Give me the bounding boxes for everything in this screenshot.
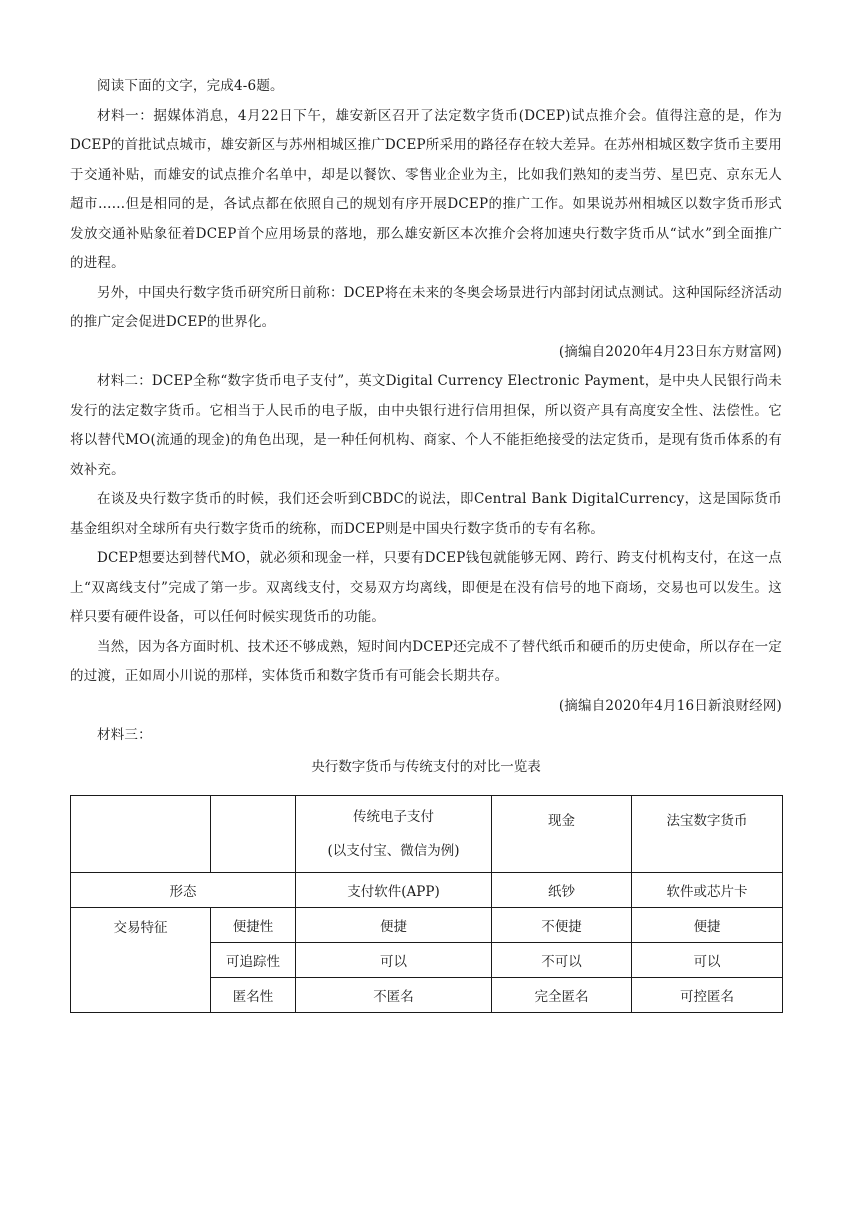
table-cell: 不可以 bbox=[492, 943, 632, 978]
comparison-table bbox=[70, 795, 783, 1013]
material2-paragraph-2: 在谈及央行数字货币的时候，我们还会听到CBDC的说法，即Central Bank DigitalCurrency，这是国际货币基金组织对全球所有央行数字货币的统称，而DCEP则是中国央行数字货币的专有名称。 bbox=[70, 491, 782, 537]
material2-paragraph-3: DCEP想要达到替代MO，就必须和现金一样，只要有DCEP钱包就能够无网、跨行、跨支付机构支付，在这一点上“双离线支付”完成了第一步。双离线支付，交易双方均离线，即便是在没有信号的地下商场，交易也可以发生。这样只要有硬件设备，可以任何时候实现货币的功能。 bbox=[70, 550, 782, 625]
header-traditional-payment bbox=[296, 796, 492, 873]
header-traditional-line2: (以支付宝、微信为例) bbox=[327, 843, 460, 859]
table-cell: 纸钞 bbox=[492, 873, 632, 908]
header-cash: 现金 bbox=[492, 796, 632, 873]
table-row-form bbox=[71, 873, 783, 908]
material2-paragraph-1: 材料二：DCEP全称“数字货币电子支付”，英文Digital Currency Electronic Payment，是中央人民银行尚未发行的法定数字货币。它相当于人民币的电子版，由中央银行进行信用担保，所以资产具有高度安全性、法偿性。它将以替代MO(流通的现金)的角色出现，是一种任何机构、商家、个人不能拒绝接受的法定货币，是现有货币体系的有效补充。 bbox=[70, 373, 782, 478]
table-cell: 可控匿名 bbox=[632, 978, 783, 1013]
material1-paragraph-1: 材料一：据媒体消息，4月22日下午，雄安新区召开了法定数字货币(DCEP)试点推介会。值得注意的是，作为DCEP的首批试点城市，雄安新区与苏州相城区推广DCEP所采用的路径存在较大差异。在苏州相城区数字货币主要用于交通补贴，而雄安的试点推介名单中，却是以餐饮、零售业企业为主，比如我们熟知的麦当劳、星巴克、京东无人超市……但是相同的是，各试点都在依照自己的规划有序开展DCEP的推广工作。如果说苏州相城区以数字货币形式发放交通补贴象征着DCEP首个应用场景的落地，那么雄安新区本次推介会将加速央行数字货币从“试水”到全面推广的进程。 bbox=[70, 107, 782, 271]
header-traditional-line1: 传统电子支付 bbox=[353, 809, 434, 825]
header-empty-cell bbox=[71, 796, 211, 873]
material1-paragraph-2: 另外，中国央行数字货币研究所日前称：DCEP将在未来的冬奥会场景进行内部封闭试点测试。这种国际经济活动的推广定会促进DCEP的世界化。 bbox=[70, 284, 782, 330]
table-cell: 支付软件(APP) bbox=[296, 873, 492, 908]
material2-paragraph-4: 当然，因为各方面时机、技术还不够成熟，短时间内DCEP还完成不了替代纸币和硬币的历史使命，所以存在一定的过渡，正如周小川说的那样，实体货币和数字货币有可能会长期共存。 bbox=[70, 638, 782, 684]
header-empty-cell bbox=[211, 796, 296, 873]
table-cell: 完全匿名 bbox=[492, 978, 632, 1013]
table-title: 央行数字货币与传统支付的对比一览表 bbox=[311, 758, 541, 775]
row-group-trade-features: 交易特征 bbox=[71, 908, 211, 1013]
document-page bbox=[70, 72, 782, 1013]
table-cell: 软件或芯片卡 bbox=[632, 873, 783, 908]
table-cell: 不匿名 bbox=[296, 978, 492, 1013]
row-label-anonymity: 匿名性 bbox=[211, 978, 296, 1013]
table-row-convenience bbox=[71, 908, 783, 943]
table-cell: 可以 bbox=[632, 943, 783, 978]
material1-source: (摘编自2020年4月23日东方财富网) bbox=[558, 343, 782, 360]
reading-instruction: 阅读下面的文字，完成4-6题。 bbox=[97, 78, 284, 94]
material3-label: 材料三： bbox=[97, 727, 152, 743]
row-label-form: 形态 bbox=[71, 873, 296, 908]
row-label-traceability: 可追踪性 bbox=[211, 943, 296, 978]
table-header-row bbox=[71, 796, 783, 873]
row-label-convenience: 便捷性 bbox=[211, 908, 296, 943]
material2-source: (摘编自2020年4月16日新浪财经网) bbox=[558, 697, 782, 714]
table-cell: 便捷 bbox=[632, 908, 783, 943]
header-digital-currency: 法宝数字货币 bbox=[632, 796, 783, 873]
table-cell: 可以 bbox=[296, 943, 492, 978]
table-cell: 便捷 bbox=[296, 908, 492, 943]
table-cell: 不便捷 bbox=[492, 908, 632, 943]
